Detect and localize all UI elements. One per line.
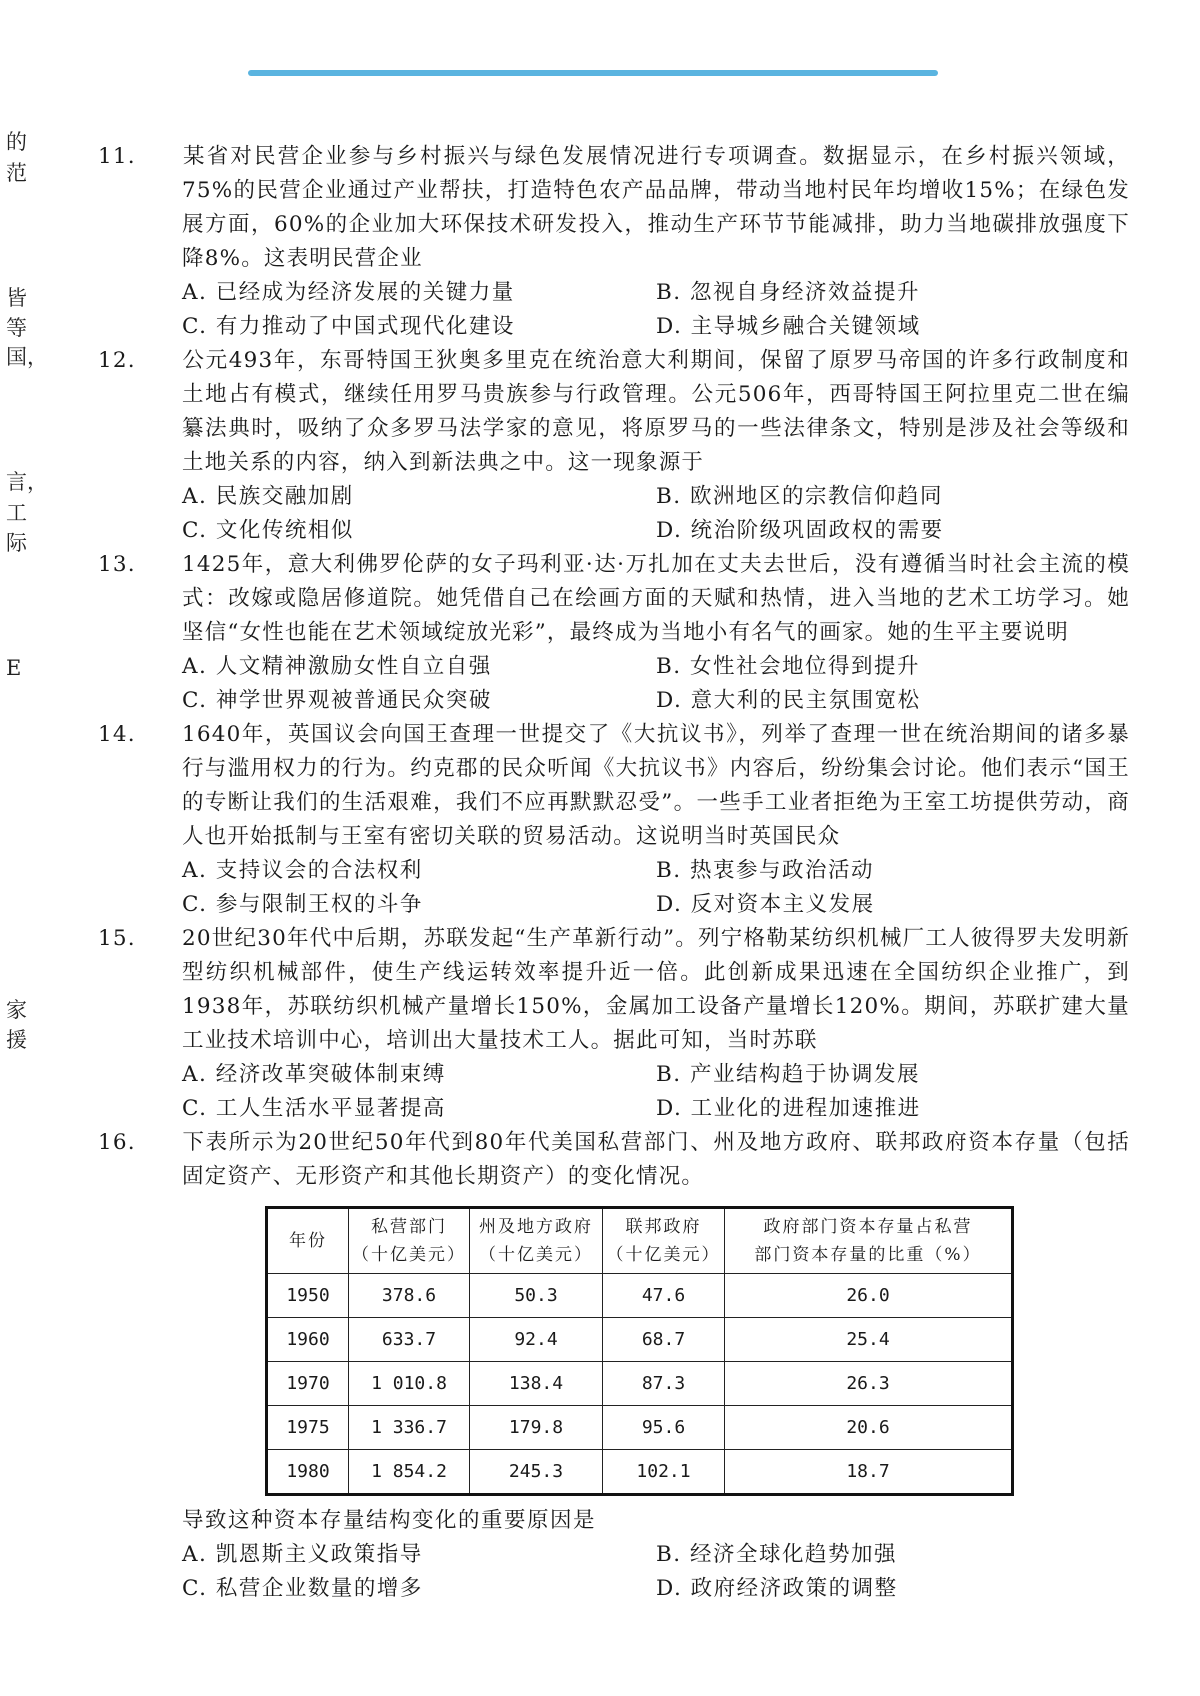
table-cell: 47.6 <box>603 1274 725 1318</box>
table-cell: 87.3 <box>603 1362 725 1406</box>
option-a[interactable]: A. 人文精神激励女性自立自强 <box>182 654 492 679</box>
table-cell: 1975 <box>267 1406 349 1450</box>
header-private-sector: 私营部门 （十亿美元） <box>349 1208 470 1274</box>
margin-fragment: 国， <box>6 345 48 369</box>
table-cell: 18.7 <box>725 1450 1013 1495</box>
option-group <box>140 276 1130 344</box>
option-c[interactable]: C. 神学世界观被普通民众突破 <box>182 688 492 713</box>
margin-fragment: 皆 <box>6 286 27 310</box>
option-group <box>140 650 1130 718</box>
option-a[interactable]: A. 已经成为经济发展的关键力量 <box>182 280 515 305</box>
option-c[interactable]: C. 文化传统相似 <box>182 518 354 543</box>
option-d[interactable]: D. 政府经济政策的调整 <box>656 1576 898 1601</box>
table-cell: 1 010.8 <box>349 1362 470 1406</box>
option-b[interactable]: B. 女性社会地位得到提升 <box>656 654 920 679</box>
table-cell: 245.3 <box>470 1450 603 1495</box>
question-13 <box>98 548 1130 718</box>
capital-stock-table <box>265 1206 1014 1496</box>
question-number: 13. <box>98 552 136 577</box>
table-row <box>267 1450 1013 1495</box>
question-stem <box>98 1126 1130 1194</box>
table-cell: 633.7 <box>349 1318 470 1362</box>
question-text: 某省对民营企业参与乡村振兴与绿色发展情况进行专项调查。数据显示，在乡村振兴领域，75%的民营企业通过产业帮扶，打造特色农产品品牌，带动当地村民年均增收15%；在绿色发展方面，60%的企业加大环保技术研发投入，推动生产环节节能减排，助力当地碳排放强度下降8%。这表明民营企业 <box>182 144 1130 271</box>
question-text: 1640年，英国议会向国王查理一世提交了《大抗议书》，列举了查理一世在统治期间的诸多暴行与滥用权力的行为。约克郡的民众听闻《大抗议书》内容后，纷纷集会讨论。他们表示“国王的专断让我们的生活艰难，我们不应再默默忍受”。一些手工业者拒绝为王室工坊提供劳动，商人也开始抵制与王室有密切关联的贸易活动。这说明当时英国民众 <box>182 722 1130 849</box>
table-header-row <box>267 1208 1013 1274</box>
option-d[interactable]: D. 主导城乡融合关键领域 <box>656 314 921 339</box>
question-number: 11. <box>98 144 136 169</box>
option-group <box>140 854 1130 922</box>
table-cell: 50.3 <box>470 1274 603 1318</box>
option-d[interactable]: D. 统治阶级巩固政权的需要 <box>656 518 944 543</box>
question-text: 1425年，意大利佛罗伦萨的女子玛利亚·达·万扎加在丈夫去世后，没有遵循当时社会主流的模式：改嫁或隐居修道院。她凭借自己在绘画方面的天赋和热情，进入当地的艺术工坊学习。她坚信“女性也能在艺术领域绽放光彩”，最终成为当地小有名气的画家。她的生平主要说明 <box>182 552 1130 645</box>
option-group <box>140 1058 1130 1126</box>
question-stem <box>98 922 1130 1058</box>
capital-stock-table-wrapper <box>265 1206 1130 1496</box>
option-d[interactable]: D. 工业化的进程加速推进 <box>656 1096 921 1121</box>
table-cell: 1980 <box>267 1450 349 1495</box>
question-12 <box>98 344 1130 548</box>
margin-fragment: 际 <box>6 531 27 555</box>
margin-fragment: 援 <box>6 1028 27 1052</box>
option-a[interactable]: A. 经济改革突破体制束缚 <box>182 1062 446 1087</box>
table-cell: 20.6 <box>725 1406 1013 1450</box>
header-state-local-gov: 州及地方政府 （十亿美元） <box>470 1208 603 1274</box>
header-federal-gov: 联邦政府 （十亿美元） <box>603 1208 725 1274</box>
option-b[interactable]: B. 热衷参与政治活动 <box>656 858 874 883</box>
table-cell: 1 854.2 <box>349 1450 470 1495</box>
option-c[interactable]: C. 有力推动了中国式现代化建设 <box>182 314 515 339</box>
option-group <box>140 480 1130 548</box>
table-cell: 378.6 <box>349 1274 470 1318</box>
table-cell: 1950 <box>267 1274 349 1318</box>
margin-fragment: E <box>6 656 22 680</box>
option-c[interactable]: C. 工人生活水平显著提高 <box>182 1096 446 1121</box>
margin-fragment: 等 <box>6 316 27 340</box>
question-text: 下表所示为20世纪50年代到80年代美国私营部门、州及地方政府、联邦政府资本存量（包括固定资产、无形资产和其他长期资产）的变化情况。 <box>182 1130 1130 1189</box>
question-14 <box>98 718 1130 922</box>
margin-fragment: 的 <box>6 130 27 154</box>
question-number: 14. <box>98 722 136 747</box>
option-group <box>140 1538 1130 1606</box>
table-cell: 138.4 <box>470 1362 603 1406</box>
question-16 <box>98 1126 1130 1606</box>
option-d[interactable]: D. 反对资本主义发展 <box>656 892 875 917</box>
question-stem <box>98 548 1130 650</box>
table-cell: 102.1 <box>603 1450 725 1495</box>
question-stem <box>98 344 1130 480</box>
option-b[interactable]: B. 欧洲地区的宗教信仰趋同 <box>656 484 943 509</box>
table-cell: 92.4 <box>470 1318 603 1362</box>
margin-fragment: 范 <box>6 161 27 185</box>
question-11 <box>98 140 1130 344</box>
header-year: 年份 <box>267 1208 349 1274</box>
top-decorative-rule <box>248 70 938 76</box>
option-c[interactable]: C. 私营企业数量的增多 <box>182 1576 423 1601</box>
table-cell: 68.7 <box>603 1318 725 1362</box>
header-ratio: 政府部门资本存量占私营 部门资本存量的比重（%） <box>725 1208 1013 1274</box>
table-cell: 26.0 <box>725 1274 1013 1318</box>
question-number: 15. <box>98 926 136 951</box>
question-text: 20世纪30年代中后期，苏联发起“生产革新行动”。列宁格勒某纺织机械厂工人彼得罗夫发明新型纺织机械部件，使生产线运转效率提升近一倍。此创新成果迅速在全国纺织企业推广，到1938年，苏联纺织机械产量增长150%，金属加工设备产量增长120%。期间，苏联扩建大量工业技术培训中心，培训出大量技术工人。据此可知，当时苏联 <box>182 926 1130 1053</box>
option-a[interactable]: A. 凯恩斯主义政策指导 <box>182 1542 423 1567</box>
table-row <box>267 1274 1013 1318</box>
option-d[interactable]: D. 意大利的民主氛围宽松 <box>656 688 921 713</box>
question-prompt: 导致这种资本存量结构变化的重要原因是 <box>182 1508 597 1533</box>
margin-fragment: 工 <box>6 501 27 525</box>
table-cell: 25.4 <box>725 1318 1013 1362</box>
option-c[interactable]: C. 参与限制王权的斗争 <box>182 892 423 917</box>
question-number: 12. <box>98 348 136 373</box>
margin-fragment: 言， <box>6 470 48 494</box>
question-stem <box>98 718 1130 854</box>
question-text: 公元493年，东哥特国王狄奥多里克在统治意大利期间，保留了原罗马帝国的许多行政制度和土地占有模式，继续任用罗马贵族参与行政管理。公元506年，西哥特国王阿拉里克二世在编纂法典时，吸纳了众多罗马法学家的意见，将原罗马的一些法律条文，特别是涉及社会等级和土地关系的内容，纳入到新法典之中。这一现象源于 <box>182 348 1130 475</box>
option-b[interactable]: B. 经济全球化趋势加强 <box>656 1542 897 1567</box>
table-row <box>267 1318 1013 1362</box>
margin-fragment: 家 <box>6 998 27 1022</box>
table-cell: 179.8 <box>470 1406 603 1450</box>
question-15 <box>98 922 1130 1126</box>
option-a[interactable]: A. 民族交融加剧 <box>182 484 354 509</box>
table-row <box>267 1406 1013 1450</box>
option-b[interactable]: B. 忽视自身经济效益提升 <box>656 280 920 305</box>
table-row <box>267 1362 1013 1406</box>
table-cell: 26.3 <box>725 1362 1013 1406</box>
table-cell: 1 336.7 <box>349 1406 470 1450</box>
table-cell: 95.6 <box>603 1406 725 1450</box>
table-cell: 1970 <box>267 1362 349 1406</box>
table-cell: 1960 <box>267 1318 349 1362</box>
question-stem <box>98 140 1130 276</box>
option-a[interactable]: A. 支持议会的合法权利 <box>182 858 423 883</box>
question-number: 16. <box>98 1130 136 1155</box>
option-b[interactable]: B. 产业结构趋于协调发展 <box>656 1062 920 1087</box>
question-list <box>98 140 1130 1606</box>
